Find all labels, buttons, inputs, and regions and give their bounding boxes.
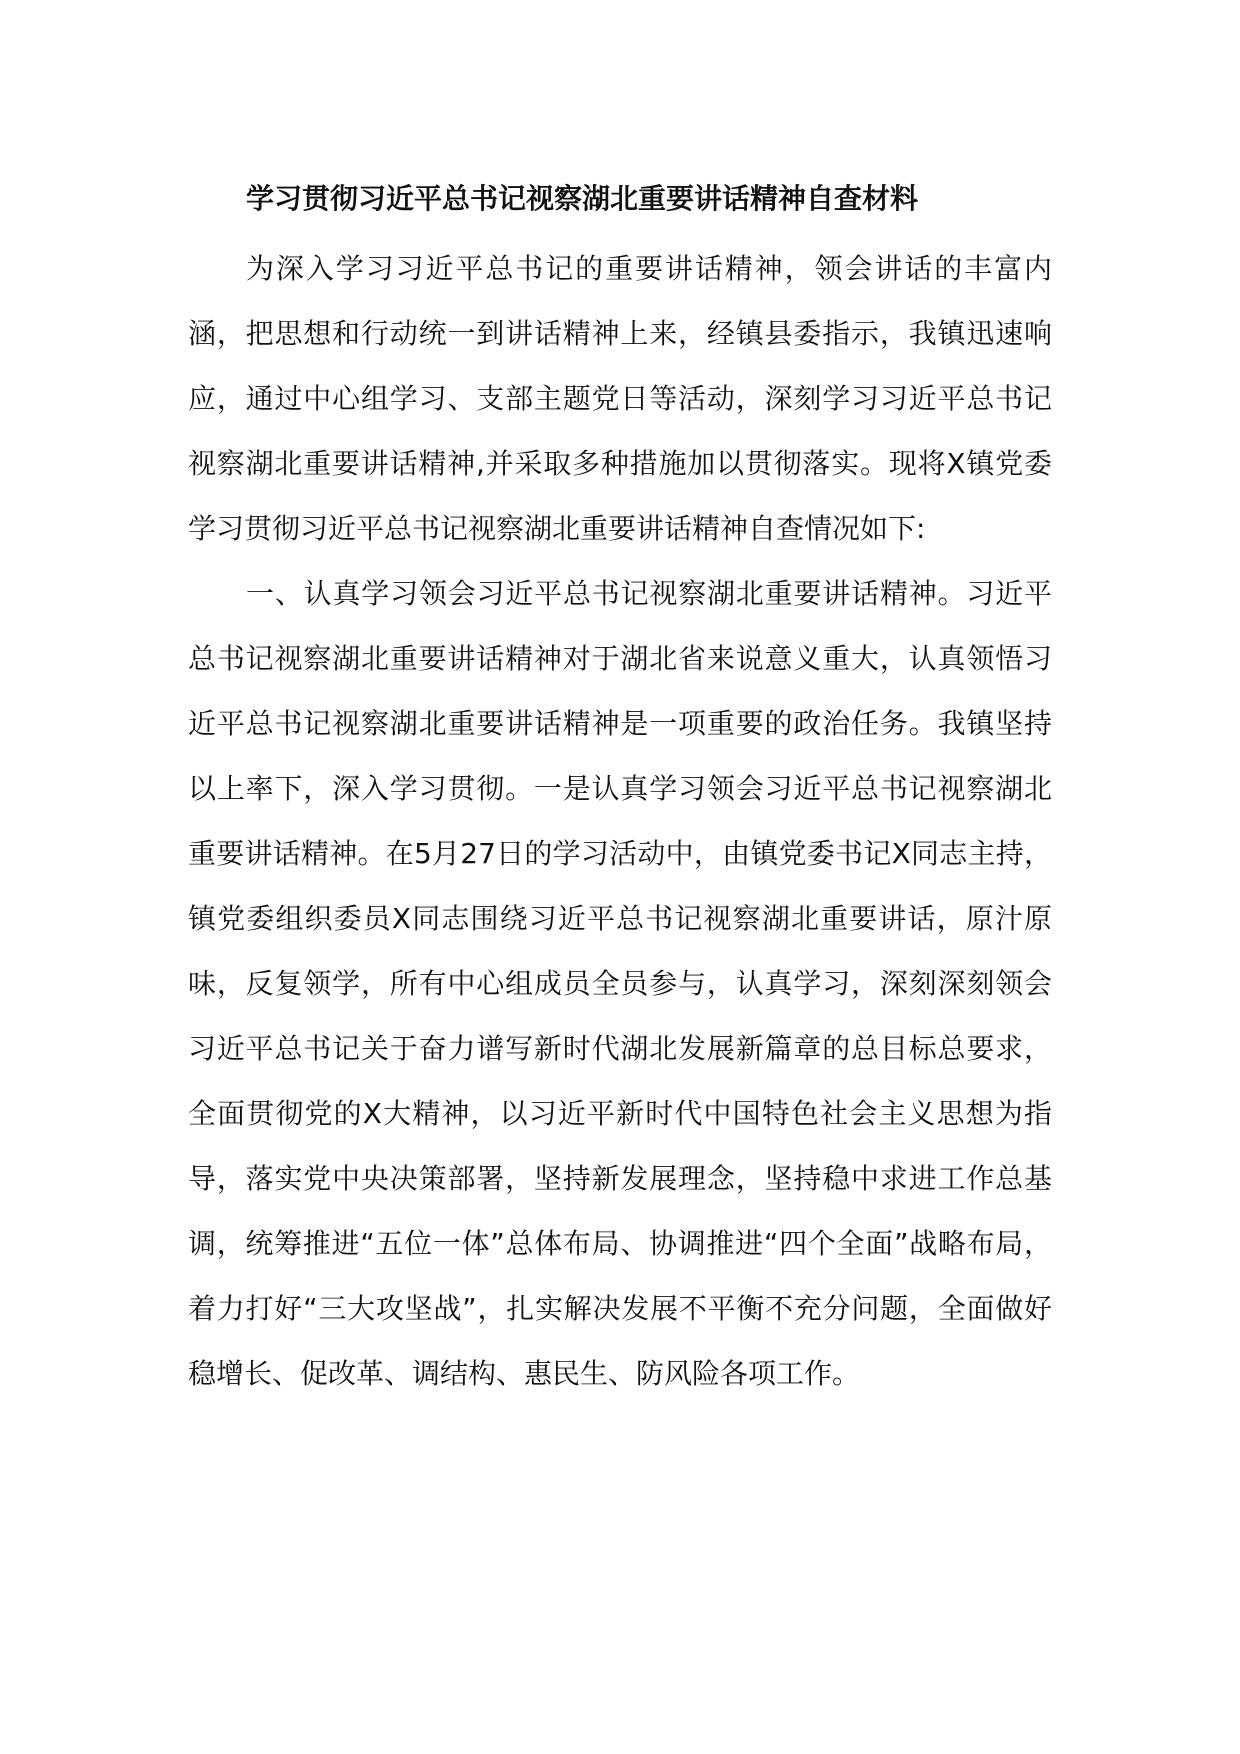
section-one-paragraph: 一、认真学习领会习近平总书记视察湖北重要讲话精神。习近平总书记视察湖北重要讲话精神对于湖北省来说意义重大，认真领悟习近平总书记视察湖北重要讲话精神是一项重要的政治任务。我镇坚持以上率下，深入学习贯彻。一是认真学习领会习近平总书记视察湖北重要讲话精神。在5月27日的学习活动中，由镇党委书记X同志主持，镇党委组织委员X同志围绕习近平总书记视察湖北重要讲话，原汁原味，反复领学，所有中心组成员全员参与，认真学习，深刻深刻领会习近平总书记关于奋力谱写新时代湖北发展新篇章的总目标总要求，全面贯彻党的X大精神，以习近平新时代中国特色社会主义思想为指导，落实党中央决策部署，坚持新发展理念，坚持稳中求进工作总基调，统筹推进“五位一体”总体布局、协调推进“四个全面”战略布局，着力打好“三大攻坚战”，扎实解决发展不平衡不充分问题，全面做好稳增长、促改革、调结构、惠民生、防风险各项工作。 bbox=[188, 577, 1052, 1390]
intro-paragraph: 为深入学习习近平总书记的重要讲话精神，领会讲话的丰富内涵，把思想和行动统一到讲话精神上来，经镇县委指示，我镇迅速响应，通过中心组学习、支部主题党日等活动，深刻学习习近平总书记视察湖北重要讲话精神,并采取多种措施加以贯彻落实。现将X镇党委学习贯彻习近平总书记视察湖北重要讲话精神自查情况如下: bbox=[188, 252, 1052, 545]
document-title: 学习贯彻习近平总书记视察湖北重要讲话精神自查材料 bbox=[246, 182, 919, 215]
document-body bbox=[188, 176, 1052, 1406]
